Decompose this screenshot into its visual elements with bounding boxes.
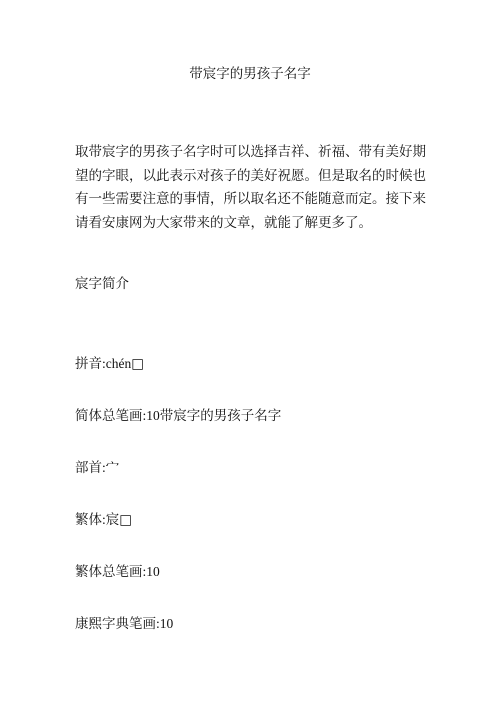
fact-separator: : xyxy=(102,460,106,475)
fact-separator: : xyxy=(102,512,106,527)
fact-label: 繁体总笔画 xyxy=(75,564,143,580)
intro-paragraph: 取带宸字的男孩子名字时可以选择吉祥、祈福、带有美好期望的字眼，以此表示对孩子的美好祝愿。但是取名的时候也有一些需要注意的事情，所以取名还不能随意而定。接下来请看安康网为大家带来的文章，就能了解更多了。 xyxy=(75,144,426,231)
fact-radical xyxy=(75,458,119,478)
fact-simplified-strokes xyxy=(75,406,281,426)
fact-kangxi-strokes xyxy=(75,614,173,634)
fact-separator: : xyxy=(142,408,147,423)
fact-value: 宀 xyxy=(105,460,120,476)
fact-value: 10带宸字的男孩子名字 xyxy=(146,408,282,423)
missing-glyph-icon: □ xyxy=(119,512,133,528)
fact-label: 康熙字典笔画 xyxy=(75,616,156,632)
missing-glyph-icon: □ xyxy=(131,356,145,372)
section-heading: 宸字简介 xyxy=(75,276,129,292)
fact-separator: : xyxy=(102,356,106,371)
fact-value: 宸 xyxy=(105,512,120,528)
document-title: 带宸字的男孩子名字 xyxy=(189,66,311,82)
fact-pinyin xyxy=(75,354,144,374)
fact-separator: : xyxy=(156,616,160,631)
fact-value: chén xyxy=(105,356,132,371)
fact-traditional-strokes xyxy=(75,562,160,582)
fact-label: 部首 xyxy=(75,460,102,476)
fact-value: 10 xyxy=(159,616,174,631)
fact-label: 简体总笔画 xyxy=(75,408,143,424)
fact-label: 繁体 xyxy=(75,512,102,528)
fact-separator: : xyxy=(142,564,147,579)
fact-traditional xyxy=(75,510,132,530)
fact-value: 10 xyxy=(146,564,160,579)
fact-label: 拼音 xyxy=(75,356,102,372)
